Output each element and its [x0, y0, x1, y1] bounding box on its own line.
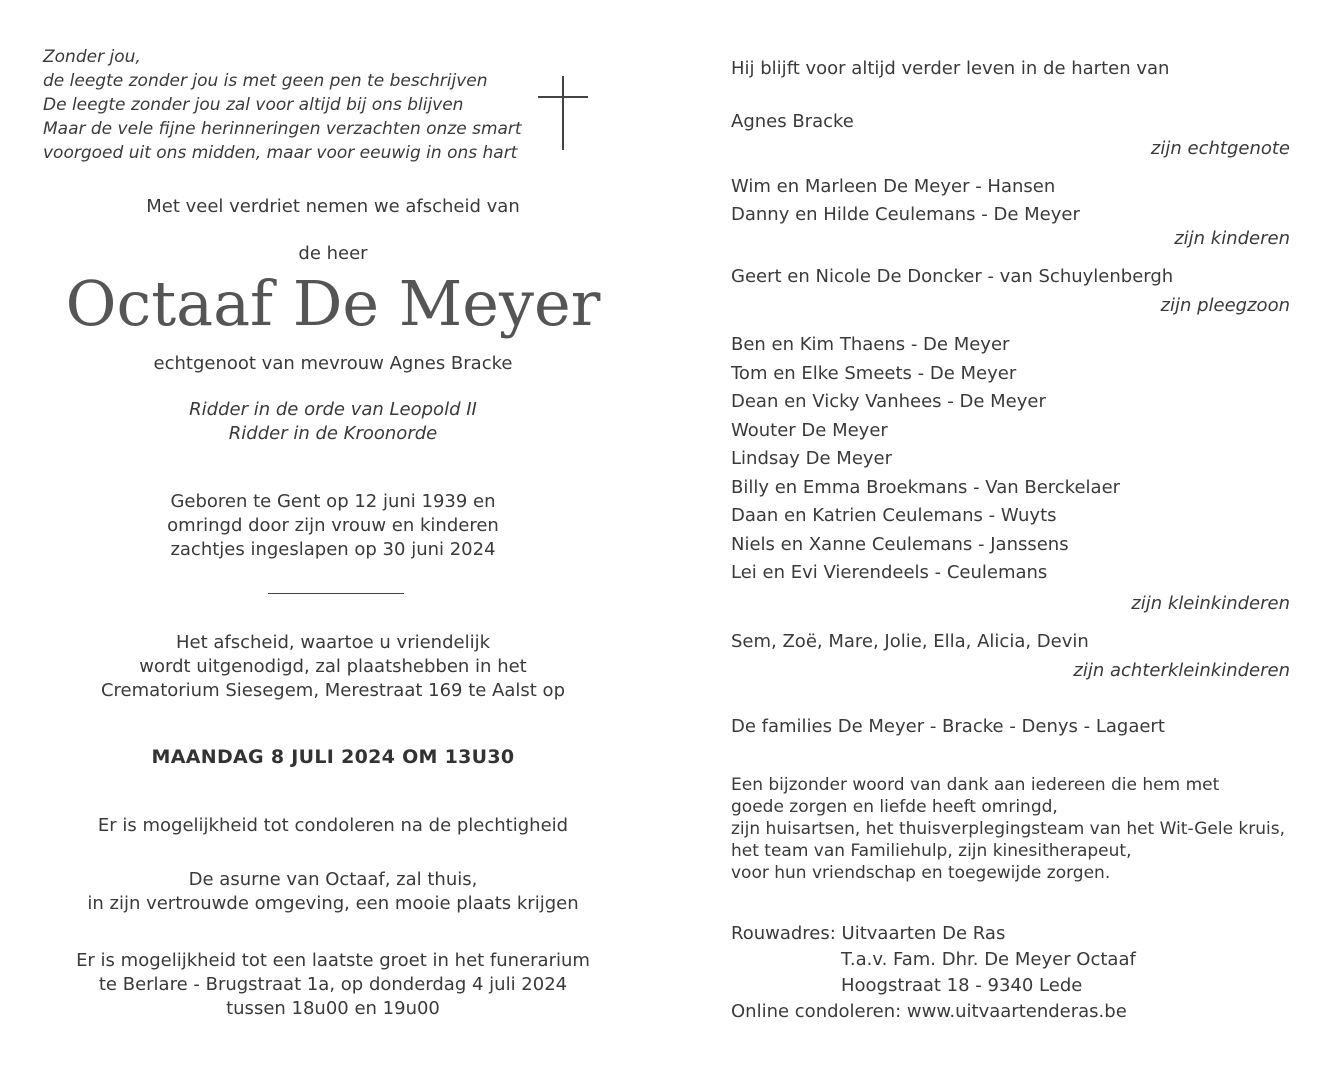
condolence-note: Er is mogelijkheid tot condoleren na de plechtigheid	[97, 815, 569, 836]
farewell-note	[60, 949, 606, 1021]
grandchildren-role: zijn kleinkinderen	[1131, 593, 1290, 614]
spouse-line: echtgenoot van mevrouw Agnes Bracke	[153, 353, 513, 374]
thanks-line: goede zorgen en liefde heeft omringd,	[731, 797, 1058, 817]
honor-line: Ridder in de orde van Leopold II	[189, 399, 477, 420]
thanks-line: zijn huisartsen, het thuisverplegingsteam van het Wit-Gele kruis,	[731, 819, 1286, 839]
great-grandchildren-entry: Sem, Zoë, Mare, Jolie, Ella, Alicia, Devin	[731, 631, 1089, 652]
urn-note	[60, 868, 606, 916]
online-condolence-line: Online condoleren: www.uitvaartenderas.be	[731, 1001, 1127, 1022]
urn-line: De asurne van Octaaf, zal thuis,	[188, 869, 478, 890]
family-intro: Hij blijft voor altijd verder leven in de harten van	[731, 58, 1170, 79]
grandchild-entry: Niels en Xanne Ceulemans - Janssens	[731, 533, 1069, 555]
grandchild-entry: Lindsay De Meyer	[731, 448, 893, 469]
announcement-intro: Met veel verdriet nemen we afscheid van	[146, 196, 520, 217]
deceased-name: Octaaf De Meyer	[65, 267, 601, 340]
grandchild-entry: Lei en Evi Vierendeels - Ceulemans	[731, 562, 1048, 583]
poem-line: De leegte zonder jou zal voor altijd bij ons blijven	[43, 95, 464, 115]
grandchildren-list	[731, 331, 1120, 588]
thanks-note	[731, 774, 1285, 884]
children-role: zijn kinderen	[1174, 228, 1290, 249]
grandchild-entry: Tom en Elke Smeets - De Meyer	[731, 362, 1017, 384]
poem-line: de leegte zonder jou is met geen pen te beschrijven	[43, 71, 488, 91]
spouse-name: Agnes Bracke	[731, 111, 854, 132]
ceremony-line: Het afscheid, waartoe u vriendelijk	[175, 632, 491, 653]
grandchild-entry: Daan en Katrien Ceulemans - Wuyts	[731, 505, 1057, 526]
poem	[43, 45, 522, 165]
families-entry: De families De Meyer - Bracke - Denys - Lagaert	[731, 716, 1165, 737]
honorific: de heer	[298, 243, 368, 264]
child-entry: Wim en Marleen De Meyer - Hansen	[731, 176, 1056, 197]
ceremony-line: Crematorium Siesegem, Merestraat 169 te Aalst op	[100, 680, 565, 701]
divider	[268, 593, 404, 594]
farewell-line: te Berlare - Brugstraat 1a, op donderdag 4 juli 2024	[98, 974, 568, 995]
farewell-line: Er is mogelijkheid tot een laatste groet in het funerarium	[76, 950, 590, 971]
life-line: Geboren te Gent op 12 juni 1939 en	[170, 491, 496, 512]
poem-line: Zonder jou,	[43, 47, 141, 67]
farewell-line: tussen 18u00 en 19u00	[226, 998, 440, 1019]
grandchild-entry: Billy en Emma Broekmans - Van Berckelaer	[731, 476, 1121, 498]
address-line: T.a.v. Fam. Dhr. De Meyer Octaaf	[841, 949, 1136, 970]
poem-line: voorgoed uit ons midden, maar voor eeuwig in ons hart	[43, 143, 518, 163]
life-details	[60, 490, 606, 562]
spouse-role: zijn echtgenote	[1150, 138, 1290, 159]
honors	[60, 398, 606, 446]
fosterson-entry: Geert en Nicole De Doncker - van Schuylenbergh	[731, 266, 1174, 287]
grandchild-entry: Ben en Kim Thaens - De Meyer	[731, 334, 1010, 355]
grandchild-entry: Wouter De Meyer	[731, 419, 888, 441]
child-entry: Danny en Hilde Ceulemans - De Meyer	[731, 204, 1080, 225]
address-line: Hoogstraat 18 - 9340 Lede	[841, 975, 1083, 996]
poem-line: Maar de vele fijne herinneringen verzachten onze smart	[43, 119, 522, 139]
ceremony-line: wordt uitgenodigd, zal plaatshebben in het	[139, 656, 527, 677]
thanks-line: voor hun vriendschap en toegewijde zorgen.	[731, 863, 1111, 883]
great-grandchildren-role: zijn achterkleinkinderen	[1073, 660, 1290, 681]
address-line: Rouwadres: Uitvaarten De Ras	[731, 923, 1006, 944]
life-line: zachtjes ingeslapen op 30 juni 2024	[170, 539, 496, 560]
fosterson-role: zijn pleegzoon	[1160, 295, 1290, 316]
honor-line: Ridder in de Kroonorde	[228, 423, 438, 444]
thanks-line: het team van Familiehulp, zijn kinesitherapeut,	[731, 841, 1132, 861]
thanks-line: Een bijzonder woord van dank aan iedereen die hem met	[731, 775, 1220, 795]
mourning-address	[731, 921, 1136, 1025]
urn-line: in zijn vertrouwde omgeving, een mooie plaats krijgen	[87, 893, 579, 914]
ceremony-date: MAANDAG 8 JULI 2024 OM 13U30	[151, 746, 515, 768]
ceremony-details	[60, 631, 606, 703]
grandchild-entry: Dean en Vicky Vanhees - De Meyer	[731, 391, 1046, 412]
life-line: omringd door zijn vrouw en kinderen	[167, 515, 499, 536]
